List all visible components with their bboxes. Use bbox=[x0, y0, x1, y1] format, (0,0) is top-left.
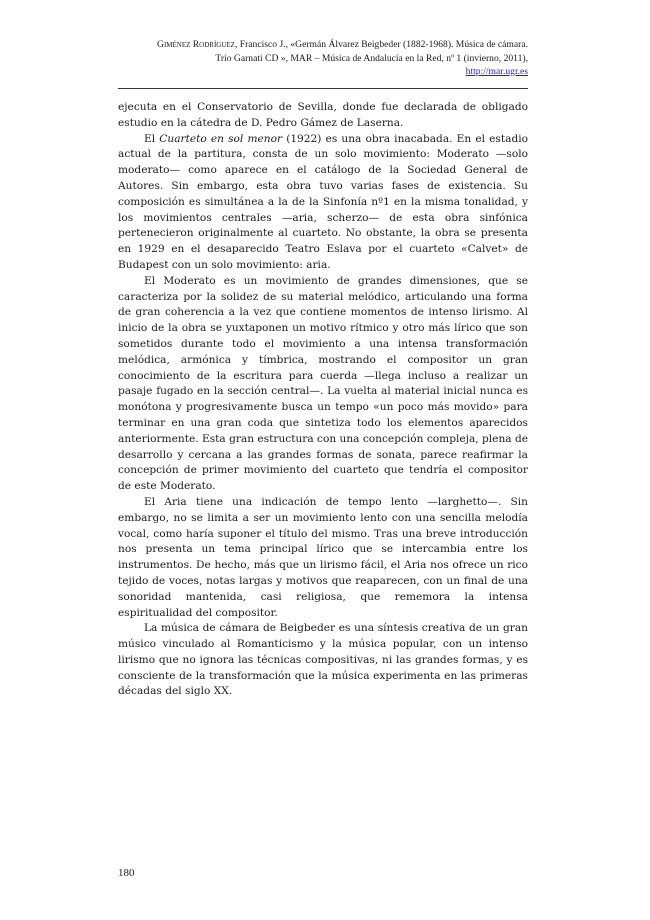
header-citation-text-1: , Francisco J., «Germán Álvarez Beigbeder (1882-1968). Música de cámara. bbox=[234, 39, 528, 50]
running-header bbox=[118, 38, 528, 79]
header-url-link[interactable]: http://mar.ugr.es bbox=[465, 66, 528, 77]
header-author: Giménez Rodríguez bbox=[157, 39, 235, 50]
paragraph-1: ejecuta en el Conservatorio de Sevilla, donde fue declarada de obligado estudio en la cátedra de D. Pedro Gámez de Laserna. bbox=[118, 101, 528, 129]
paragraph-2-post: (1922) es una obra inacabada. En el estadio actual de la partitura, consta de un solo movimiento: Moderato —solo moderato— como aparece en el catálogo de la Sociedad General de Autores. Sin embargo, esta obra tuvo varias fases de existencia. Su composición es simultánea a la de la Sinfonía nº1 en la misma tonalidad, y los movimientos centrales —aria, scherzo— de esta obra sinfónica pertenecieron originalmente al cuarteto. No obstante, la obra se presenta en 1929 en el desaparecido Teatro Eslava por el cuarteto «Calvet» de Budapest con un solo movimiento: aria. bbox=[118, 132, 528, 271]
body-text bbox=[118, 100, 528, 700]
work-title-italic: Cuarteto en sol menor bbox=[159, 132, 283, 145]
header-divider bbox=[118, 88, 528, 89]
paragraph-5: La música de cámara de Beigbeder es una síntesis creativa de un gran músico vinculado al Romanticismo y la música popular, con un intenso lirismo que no ignora las técnicas compositivas, ni las grandes formas, y es consciente de la transformación que la música experimenta en las primeras décadas del siglo XX. bbox=[118, 622, 528, 698]
paragraph-4: El Aria tiene una indicación de tempo lento —larghetto—. Sin embargo, no se limita a ser un movimiento lento con una sencilla melodía vocal, como haría suponer el título del mismo. Tras una breve introducción nos presenta un tema principal lírico que se intercambia entre los instrumentos. De hecho, más que un lirismo fácil, el Aria nos ofrece un rico tejido de voces, notas largas y motivos que reaparecen, con un final de una sonoridad mantenida, casi religiosa, que rememora la intensa espiritualidad del compositor. bbox=[118, 495, 528, 619]
page-number: 180 bbox=[118, 867, 135, 879]
header-citation-line-1 bbox=[118, 38, 528, 52]
paragraph-3: El Moderato es un movimiento de grandes dimensiones, que se caracteriza por la solidez de su material melódico, articulando una forma de gran coherencia a la vez que contiene momentos de intenso lirismo. Al inicio de la obra se yuxtaponen un motivo rítmico y otro más lírico que son sometidos durante todo el movimiento a una intensa transformación melódica, armónica y tímbrica, mostrando el compositor un gran conocimiento de la escritura para cuerda —llega incluso a realizar un pasaje fugado en la sección central—. La vuelta al material inicial nunca es monótona y progresivamente busca un tempo «un poco más movido» para terminar en una gran coda que sintetiza todo los elementos aparecidos anteriormente. Esta gran estructura con una concepción compleja, plena de desarrollo y cercana a las grandes formas de sonata, parece reafirmar la concepción de primer movimiento del cuarteto que tendría el compositor de este Moderato. bbox=[118, 274, 528, 493]
header-citation-line-2: Trío Garnati CD », MAR – Música de Andalucía en la Red, nº 1 (invierno, 2011), bbox=[215, 52, 528, 64]
paragraph-2-pre: El bbox=[144, 132, 160, 145]
paragraph-2 bbox=[118, 132, 528, 274]
